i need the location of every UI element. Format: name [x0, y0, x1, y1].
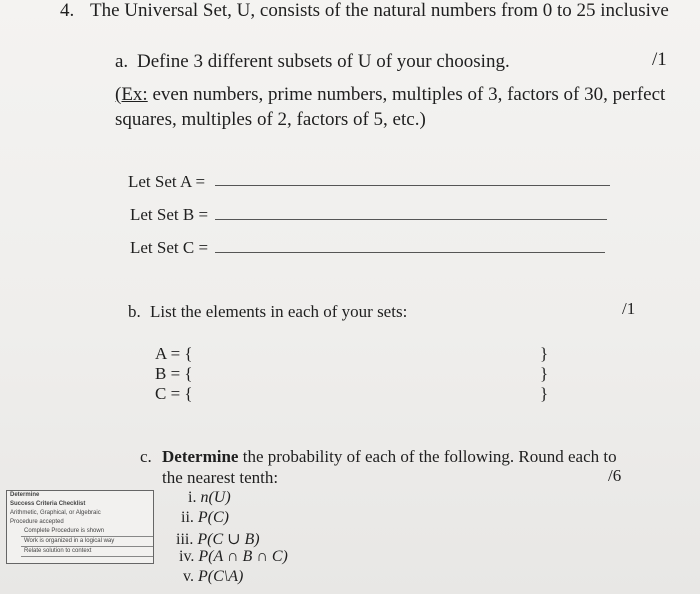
set-c-elements-open: C = {	[155, 384, 193, 403]
part-a-example-line2: squares, multiples of 2, factors of 5, etc.)	[115, 109, 426, 130]
item-expression: P(C ∪ B)	[197, 531, 260, 548]
example-lead: (Ex:	[115, 84, 148, 105]
part-c-marks: /6	[608, 466, 622, 485]
part-a-example-line1	[115, 84, 665, 106]
item-number: iii.	[176, 531, 194, 548]
rubric-heading: Success Criteria Checklist	[10, 501, 86, 507]
part-c-prompt	[162, 447, 617, 467]
part-c-prompt-text: the probability of each of the following. Round each to	[238, 447, 617, 466]
set-b-elements-close: }	[540, 364, 549, 383]
part-a-marks: /1	[652, 49, 667, 70]
item-number: iv.	[179, 548, 195, 565]
item-number: v.	[183, 568, 194, 585]
set-a-elements-open: A = {	[155, 344, 193, 363]
set-c-elements-close: }	[540, 384, 549, 403]
rubric-line: Procedure accepted	[10, 519, 64, 525]
item-expression: n(U)	[200, 489, 231, 506]
part-a-prompt: Define 3 different subsets of U of your choosing.	[137, 51, 510, 72]
set-a-answer-line[interactable]	[215, 185, 610, 186]
set-c-answer-line[interactable]	[215, 252, 605, 253]
part-c-item-4	[179, 548, 288, 566]
rubric-title: Determine	[10, 492, 40, 498]
set-b-answer-line[interactable]	[215, 219, 607, 220]
part-c-item-1	[188, 489, 231, 507]
part-b-prompt: List the elements in each of your sets:	[150, 302, 408, 321]
rubric-line: Complete Procedure is shown	[21, 527, 153, 537]
example-text: even numbers, prime numbers, multiples of 3, factors of 30, perfect	[147, 84, 666, 105]
part-c-prompt-line2: the nearest tenth:	[162, 468, 279, 487]
part-c-label: c.	[140, 447, 152, 466]
success-criteria-rubric	[6, 490, 154, 564]
set-a-label: Let Set A =	[128, 172, 206, 191]
part-a-label: a.	[115, 51, 129, 72]
item-number: ii.	[181, 509, 194, 526]
set-c-label: Let Set C =	[130, 238, 209, 257]
part-c-bold-word: Determine	[162, 447, 239, 466]
part-c-item-2	[181, 509, 229, 527]
part-b-marks: /1	[622, 299, 636, 318]
set-b-label: Let Set B =	[130, 205, 209, 224]
part-c-item-5	[183, 568, 243, 586]
rubric-line: Arithmetic, Graphical, or Algebraic	[10, 510, 101, 516]
set-a-elements-close: }	[540, 344, 549, 363]
item-number: i.	[188, 489, 197, 506]
item-expression: P(C\A)	[197, 568, 244, 585]
question-stem: The Universal Set, U, consists of the natural numbers from 0 to 25 inclusive	[90, 0, 669, 21]
part-b-label: b.	[128, 302, 141, 321]
rubric-line: Relate solution to context	[21, 547, 153, 557]
question-number: 4.	[60, 0, 75, 21]
part-c-item-3	[176, 529, 260, 549]
item-expression: P(A ∩ B ∩ C)	[198, 548, 288, 565]
item-expression: P(C)	[197, 509, 229, 526]
rubric-line: Work is organized in a logical way	[21, 537, 153, 547]
set-b-elements-open: B = {	[155, 364, 193, 383]
